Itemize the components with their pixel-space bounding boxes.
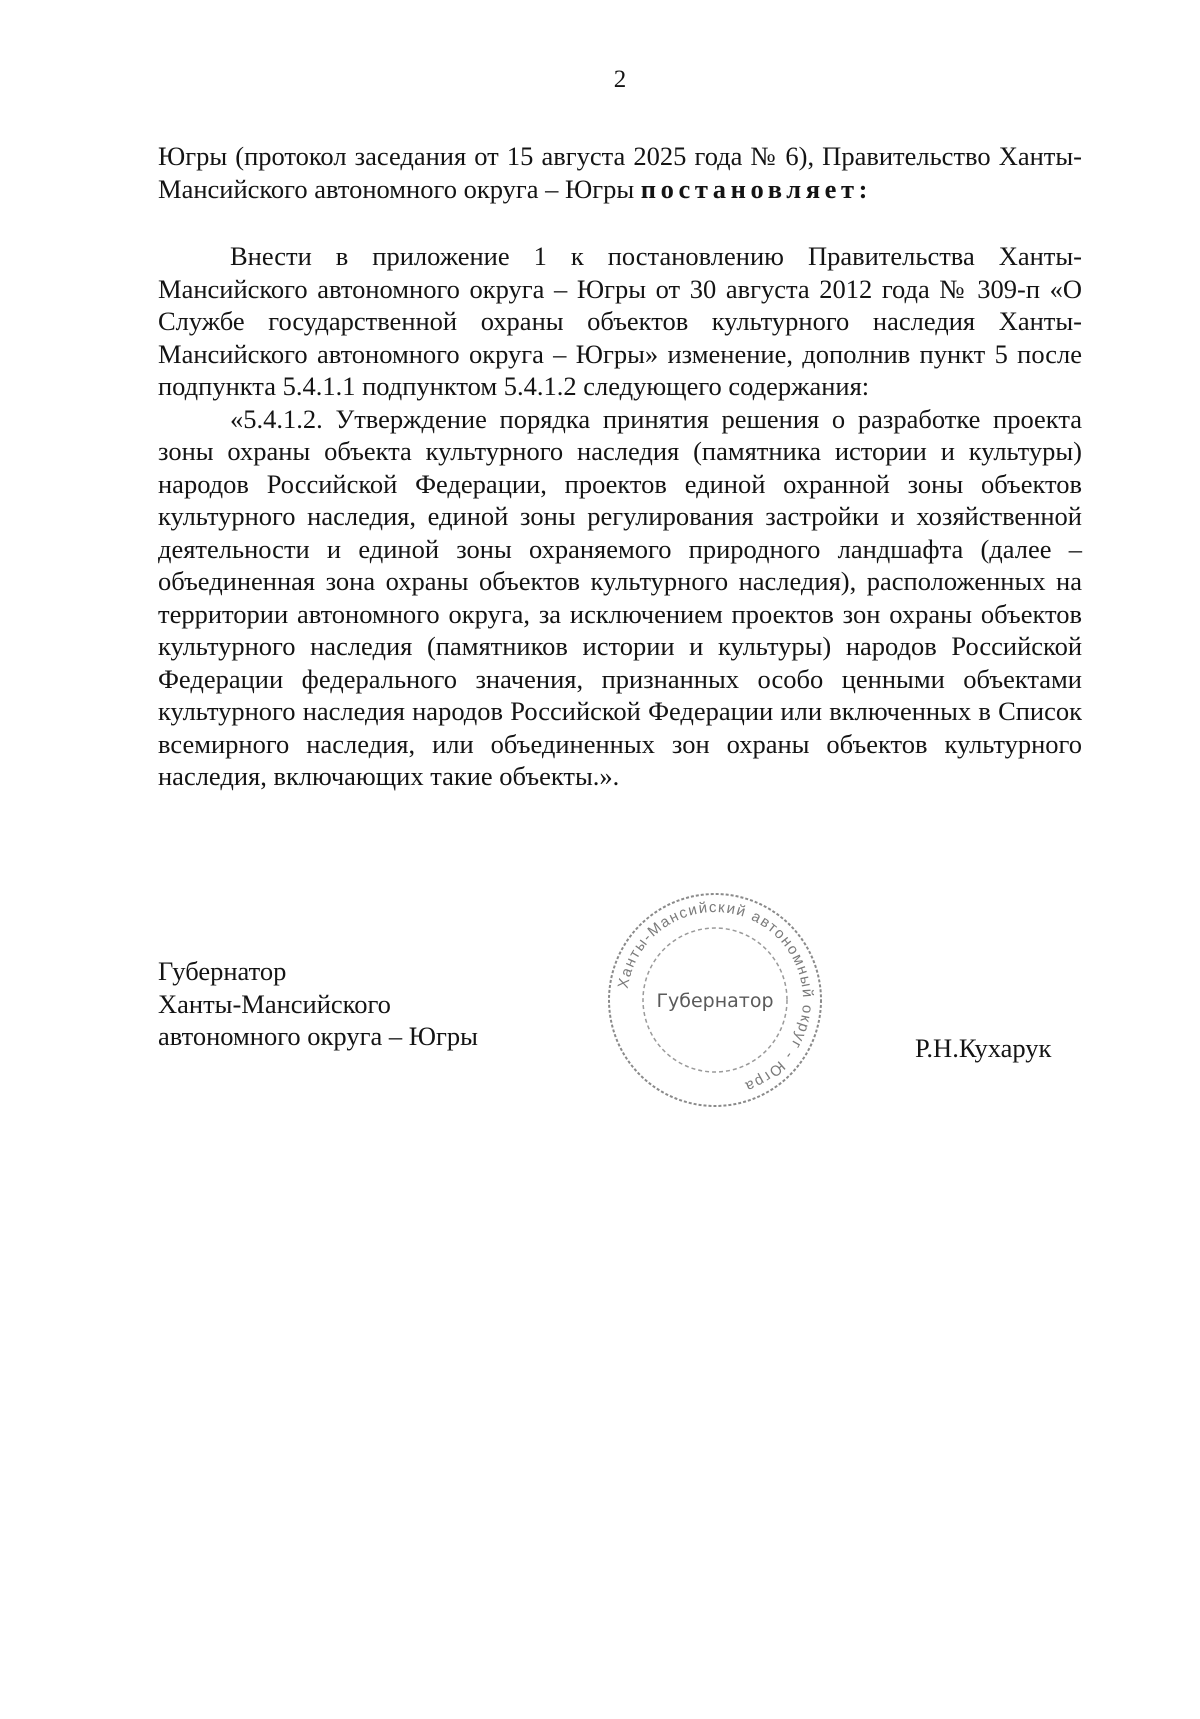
- preamble-paragraph: [158, 140, 1082, 205]
- stamp-center-text: Губернатор: [656, 990, 774, 1012]
- decree-keyword: постановляет:: [640, 173, 873, 204]
- subpoint-paragraph: «5.4.1.2. Утверждение порядка принятия решения о разработке проекта зоны охраны объекта культурного наследия (памятника истории и культуры) народов Российской Федерации, проектов единой охранной зоны объектов культурного наследия, единой зоны регулирования застройки и хозяйственной деятельности и единой зоны охраняемого природного ландшафта (далее – объединенная зона охраны объектов культурного наследия), расположенных на территории автономного округа, за исключением проектов зон охраны объектов культурного наследия (памятников истории и культуры) народов Российской Федерации федерального значения, признанных особо ценными объектами культурного наследия народов Российской Федерации или включенных в Список всемирного наследия, или объединенных зон охраны объектов культурного наследия, включающих такие объекты.».: [158, 403, 1082, 791]
- signer-name: Р.Н.Кухарук: [915, 1033, 1052, 1063]
- stamp-ring-text: Ханты-Мансийский автономный округ - Югра: [614, 898, 817, 1096]
- signer-position-line-1: Губернатор: [158, 956, 287, 986]
- signature-block: [158, 955, 478, 1053]
- decree-body: [158, 240, 1082, 793]
- signer-position-line-2: Ханты-Мансийского: [158, 988, 391, 1019]
- signer-position-line-3: автономного округа – Югры: [158, 1021, 478, 1051]
- page-number: 2: [613, 66, 627, 93]
- preamble-text: Югры (протокол заседания от 15 августа 2025 года № 6), Правительство Ханты-Мансийского автономного округа – Югры: [158, 141, 1082, 204]
- official-stamp: [595, 880, 835, 1120]
- amendment-paragraph: Внести в приложение 1 к постановлению Правительства Ханты-Мансийского автономного округа – Югры от 30 августа 2012 года № 309-п «О Службе государственной охраны объектов культурного наследия Ханты-Мансийского автономного округа – Югры» изменение, дополнив пункт 5 после подпункта 5.4.1.1 подпунктом 5.4.1.2 следующего содержания:: [158, 241, 1082, 401]
